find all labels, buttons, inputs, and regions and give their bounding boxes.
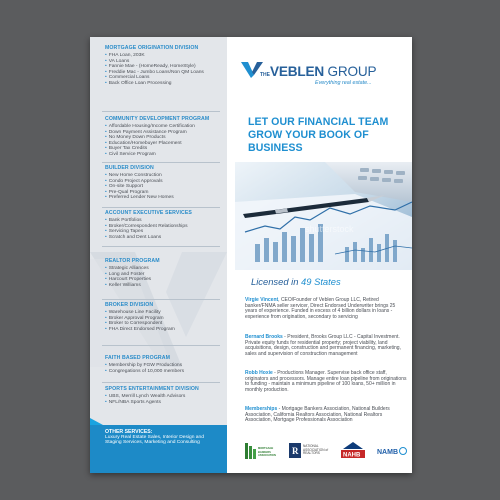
section-list bbox=[105, 394, 225, 405]
section-list bbox=[105, 53, 225, 86]
divider bbox=[102, 345, 220, 346]
list-item: • Membership by FGW Productions bbox=[105, 363, 183, 368]
divider bbox=[102, 207, 220, 208]
list-item: • Commercial Loans bbox=[105, 75, 150, 81]
section-mortgage-origination bbox=[105, 45, 225, 86]
section-title: BROKER DIVISION bbox=[105, 302, 154, 308]
flyer-page bbox=[90, 37, 412, 473]
section-list bbox=[105, 124, 225, 157]
svg-text:NAMB: NAMB bbox=[377, 449, 398, 456]
list-item: • Broker/Correspondent Relationships bbox=[105, 223, 188, 229]
licensed-banner: Licensed in 49 States bbox=[251, 276, 341, 287]
namb-logo bbox=[377, 439, 409, 461]
logo-tagline: Everything real estate... bbox=[315, 80, 372, 86]
photo-illustration bbox=[235, 162, 412, 270]
list-item: • Civil Service Program bbox=[105, 151, 156, 157]
section-list bbox=[105, 266, 225, 288]
headline: LET OUR FINANCIAL TEAM GROW YOUR BOOK OF BUSINESS bbox=[248, 116, 389, 154]
list-item: • Harcourt Properties bbox=[105, 277, 152, 283]
section-list bbox=[105, 363, 225, 374]
nahb-logo bbox=[339, 439, 367, 461]
section-realtor bbox=[105, 258, 225, 288]
section-title: REALTOR PROGRAM bbox=[105, 258, 160, 264]
list-item: • Strategic Alliances bbox=[105, 266, 149, 271]
section-sports-entertainment bbox=[105, 386, 225, 405]
other-services-title: OTHER SERVICES: bbox=[105, 429, 153, 435]
list-item: • Long and Foster bbox=[105, 271, 145, 277]
list-item: • Warehouse Line Facility bbox=[105, 310, 161, 315]
divider bbox=[102, 111, 220, 112]
section-title: BUILDER DIVISION bbox=[105, 165, 154, 171]
list-item: • Keller Williams bbox=[105, 282, 141, 288]
section-account-executive bbox=[105, 210, 225, 240]
bio-virgie-vincent: Virgie Vincent, CEO/Founder of Veblen Group LLC, Retired banker/FNMA seller servicer, Direct Endorsed Underwriter brings 25 years of experience. Funded in excess of 4 billion dollars in loans - experience from origination, secondary to servicing bbox=[245, 297, 396, 320]
svg-text:NAHB: NAHB bbox=[343, 452, 361, 459]
list-item: • Fannie Mae - (HomeReady, HomeStyle) bbox=[105, 64, 196, 70]
finance-chart-pen-photo bbox=[235, 162, 412, 270]
other-services-corner bbox=[90, 418, 103, 425]
section-broker bbox=[105, 302, 225, 332]
other-services-text: Luxury Real Estate Sales, Interior Design and Staging Services, Marketing and Consulting bbox=[105, 435, 204, 446]
list-item: • Condo Project Approvals bbox=[105, 178, 163, 184]
section-community-development bbox=[105, 116, 225, 157]
list-item: • Down Payment Assistance Program bbox=[105, 129, 187, 135]
list-item: • Back Office Loan Processing bbox=[105, 80, 172, 86]
svg-text:R: R bbox=[292, 446, 299, 456]
list-item: • Buyer Tax Credits bbox=[105, 146, 148, 152]
main-content bbox=[227, 37, 412, 473]
section-list bbox=[105, 310, 225, 332]
logo-the: THE bbox=[260, 72, 270, 78]
nar-realtor-logo: R NATIONAL ASSOCIATION of REALTORS bbox=[289, 439, 329, 461]
divider bbox=[102, 299, 220, 300]
section-builder bbox=[105, 165, 225, 201]
list-item: • Broker Approval Program bbox=[105, 315, 164, 321]
mba-logo: MORTGAGE BANKERS ASSOCIATION bbox=[245, 439, 281, 461]
list-item: • Education/Homebuyer Placement bbox=[105, 140, 182, 146]
sidebar-v-watermark bbox=[90, 37, 227, 473]
list-item: • FHA Direct Endorsed Program bbox=[105, 326, 175, 332]
list-item: • Broker to Correspondent bbox=[105, 321, 163, 327]
list-item: • UBS, Merrill Lynch Wealth Advisors bbox=[105, 394, 186, 399]
bio-robb-hoxie: Robb Hoxie - Productions Manager. Supervise back office staff, originators and processors. Manage entire loan pipeline from originations to funding - maintain a minimum pipeline of 100 loans, 50+ million in monthly production. bbox=[245, 370, 407, 393]
memberships: Memberships - Mortgage Bankers Association, National Builders Association, California Realtors Association, National Realtors Association, Mortgage Professionals Association bbox=[245, 406, 390, 424]
member-logos bbox=[245, 439, 407, 461]
list-item: • Bank Portfolios bbox=[105, 218, 142, 223]
list-item: • VA Loans bbox=[105, 58, 130, 64]
section-faith-based bbox=[105, 355, 225, 374]
list-item: • Scratch and Dent Loans bbox=[105, 234, 162, 240]
section-title: FAITH BASED PROGRAM bbox=[105, 355, 171, 361]
list-item: • NFL/NBA Sports Agents bbox=[105, 399, 161, 405]
logo-wordmark: VEBLEN GROUP bbox=[270, 64, 377, 79]
section-list bbox=[105, 218, 225, 240]
list-item: • Congregations of 10,000 members bbox=[105, 368, 185, 374]
section-title: ACCOUNT EXECUTIVE SERVICES bbox=[105, 210, 192, 216]
veblen-group-logo bbox=[241, 59, 401, 89]
services-sidebar bbox=[90, 37, 227, 473]
list-item: • Servicing Tapes bbox=[105, 229, 144, 235]
section-title: SPORTS ENTERTAINMENT DIVISION bbox=[105, 386, 199, 392]
list-item: • Pre-Qual Program bbox=[105, 189, 149, 195]
bio-bernard-brooks: Bernard Brooks - President, Brooks Group LLC - Capital Investment. Private equity funds for residential property; project viability, land acquisitions, design, construction and permanent financing, marketing, sales and supervision of construction management bbox=[245, 334, 401, 357]
photo-watermark: shutterstock bbox=[305, 224, 354, 234]
list-item: • New Home Construction bbox=[105, 173, 162, 178]
section-list bbox=[105, 173, 225, 201]
other-services-box bbox=[90, 425, 227, 473]
list-item: • Affordable Housing/Income Certification bbox=[105, 124, 195, 129]
list-item: • On-site Support bbox=[105, 184, 143, 190]
list-item: • No Money Down Products bbox=[105, 135, 166, 141]
list-item: • Preferred Lender New Homes bbox=[105, 195, 174, 201]
divider bbox=[102, 246, 220, 247]
list-item: • Freddie Mac - Jumbo Loans/Non QM Loans bbox=[105, 69, 204, 75]
divider bbox=[102, 162, 220, 163]
divider bbox=[102, 382, 220, 383]
section-title: COMMUNITY DEVELOPMENT PROGRAM bbox=[105, 116, 210, 122]
list-item: • FHA Loan, 203K bbox=[105, 53, 145, 58]
section-title: MORTGAGE ORIGINATION DIVISION bbox=[105, 45, 199, 51]
